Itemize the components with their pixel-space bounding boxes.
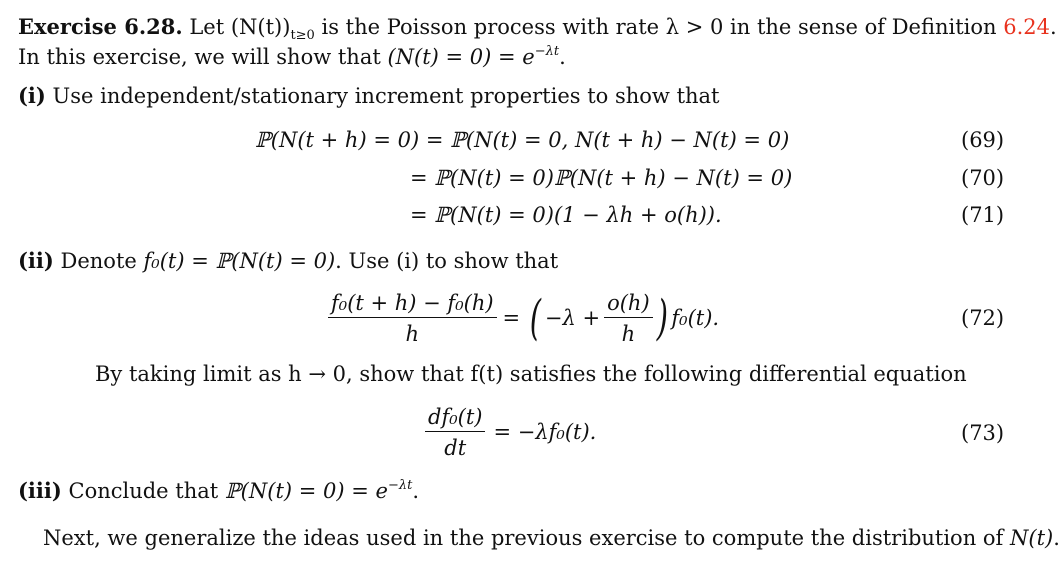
part-i-label: (i) xyxy=(18,83,46,108)
closing-math: N(t) xyxy=(1010,526,1054,550)
eq72-denominator: h xyxy=(405,321,420,346)
part-ii-text-end: . Use (i) to show that xyxy=(335,249,559,273)
exercise-goal-line xyxy=(18,44,566,69)
goal-math: (N(t) = 0) = e xyxy=(387,45,535,69)
equation-number-70: (70) xyxy=(961,166,1005,190)
eq73-rhs: = −λf₀(t). xyxy=(493,420,597,444)
eq72-right-paren: ) xyxy=(656,290,668,346)
equation-number-71: (71) xyxy=(961,203,1005,227)
equation-73 xyxy=(425,402,596,462)
definition-reference-link[interactable]: 6.24 xyxy=(1003,15,1050,39)
eq72-tail: f₀(t). xyxy=(671,306,720,330)
goal-exponent: −λt xyxy=(534,44,560,59)
part-iii-end: . xyxy=(412,479,419,503)
exercise-label: Exercise 6.28. xyxy=(18,14,183,39)
eq72-inner-denominator: h xyxy=(621,321,636,346)
part-i-text: Use independent/stationary increment properties to show that xyxy=(52,84,720,108)
part-iii-line xyxy=(18,478,419,503)
equation-72 xyxy=(328,288,719,348)
part-ii-definition-math: f₀(t) = ℙ(N(t) = 0) xyxy=(143,249,336,273)
eq72-fraction xyxy=(328,291,497,346)
equation-70: = ℙ(N(t) = 0)ℙ(N(t + h) − N(t) = 0) xyxy=(410,166,793,190)
equation-number-73: (73) xyxy=(961,421,1005,445)
eq73-fraction xyxy=(425,405,485,460)
intro-text-mid: is the Poisson process with rate λ > 0 in the sense of Definition xyxy=(314,15,1004,39)
goal-end: . xyxy=(559,45,566,69)
intro-subscript: t≥0 xyxy=(290,28,315,43)
equation-number-72: (72) xyxy=(961,306,1005,330)
part-iii-label: (iii) xyxy=(18,478,62,503)
closing-paragraph xyxy=(43,526,1060,550)
closing-end: . xyxy=(1053,526,1060,550)
closing-text: Next, we generalize the ideas used in the previous exercise to compute the distribution of xyxy=(43,526,1010,550)
intro-text-start: Let (N(t)) xyxy=(189,15,291,39)
intro-text-end: . xyxy=(1050,15,1057,39)
eq72-inner-numerator: o(h) xyxy=(604,291,653,318)
eq72-left-paren: ( xyxy=(529,290,542,346)
eq72-inner-fraction xyxy=(604,291,653,346)
part-i-line xyxy=(18,83,720,108)
part-iii-text: Conclude that xyxy=(68,479,225,503)
eq72-numerator: f₀(t + h) − f₀(h) xyxy=(328,291,497,318)
part-ii-line xyxy=(18,248,558,273)
limit-instruction: By taking limit as h → 0, show that f(t) satisfies the following differential equation xyxy=(95,362,967,386)
eq72-equals: = xyxy=(502,306,521,330)
equation-69: ℙ(N(t + h) = 0) = ℙ(N(t) = 0, N(t + h) − N(t) = 0) xyxy=(255,128,790,152)
part-iii-math: ℙ(N(t) = 0) = e xyxy=(224,479,388,503)
part-ii-label: (ii) xyxy=(18,248,54,273)
eq73-numerator: df₀(t) xyxy=(425,405,485,432)
equation-71: = ℙ(N(t) = 0)(1 − λh + o(h)). xyxy=(410,203,722,227)
eq72-inner: −λ + xyxy=(544,306,601,330)
eq73-denominator: dt xyxy=(444,435,467,460)
equation-number-69: (69) xyxy=(961,128,1005,152)
part-ii-text-start: Denote xyxy=(60,249,144,273)
goal-text: In this exercise, we will show that xyxy=(18,45,388,69)
exercise-header-line xyxy=(18,14,1057,43)
part-iii-exponent: −λt xyxy=(387,478,413,493)
